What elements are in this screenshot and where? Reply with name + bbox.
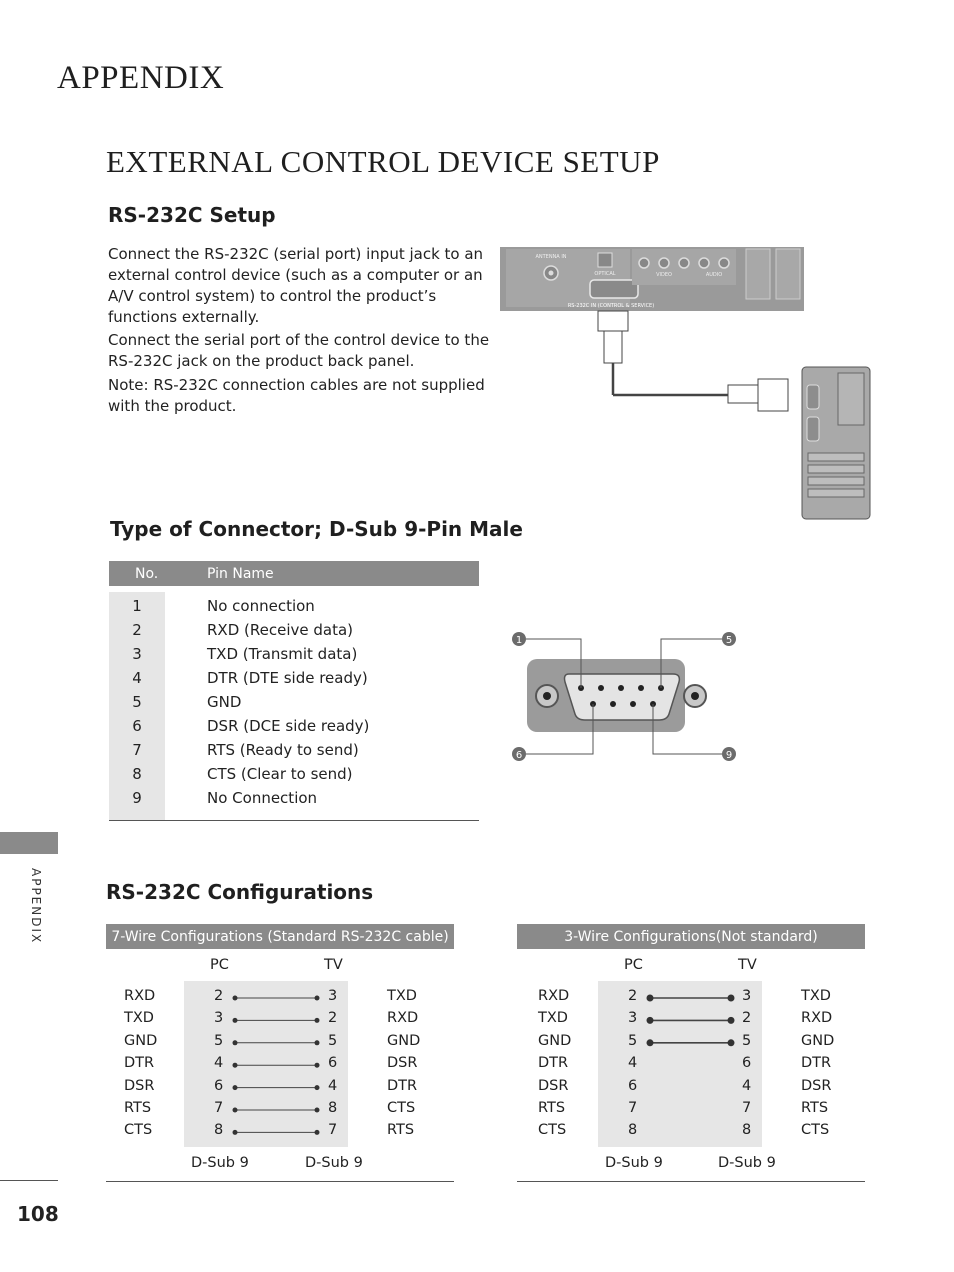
seven-wire-footer-right: D-Sub 9 — [305, 1155, 363, 1171]
seven-wire-tv-pin: 3 — [328, 988, 338, 1004]
seven-wire-pc-pin: 6 — [214, 1077, 224, 1094]
three-wire-pc-signal: DTR — [538, 1055, 569, 1072]
three-wire-pc-signal: RXD — [538, 988, 570, 1004]
column-header-pin-name: Pin Name — [207, 565, 274, 582]
seven-wire-pc-signal: RTS — [124, 1100, 152, 1116]
seven-wire-tv-signal: GND — [387, 1032, 421, 1049]
seven-wire-header: 7-Wire Configurations (Standard RS-232C cable) — [106, 924, 454, 949]
appendix-title: APPENDIX — [57, 60, 225, 96]
seven-wire-pc-pin: 5 — [214, 1032, 224, 1049]
three-wire-tv-signal: TXD — [801, 988, 831, 1004]
column-header-no: No. — [135, 565, 159, 582]
rs232-port-icon — [590, 280, 638, 298]
setup-paragraph-1: Connect the RS-232C (serial port) input jack to an external control device (such as a computer or an A/V control system) to control the product’s functions externally. — [108, 245, 484, 326]
seven-wire-pc-signal: GND — [124, 1032, 158, 1049]
seven-wire-tv-signal: DSR — [387, 1055, 418, 1072]
table-row: 8 CTS (Clear to send) — [132, 765, 353, 783]
table-row: 3 TXD (Transmit data) — [132, 645, 358, 663]
seven-wire-pc-label: PC — [210, 957, 229, 973]
seven-wire-pc-signal: TXD — [124, 1010, 154, 1027]
table-row: 4 DTR (DTE side ready) — [132, 669, 368, 687]
three-wire-tv-pin: 3 — [742, 988, 752, 1004]
three-wire-tv-pin: 4 — [742, 1077, 752, 1094]
three-wire-tv-signal: GND — [801, 1032, 835, 1049]
seven-wire-pc-signal: CTS — [124, 1122, 153, 1139]
optical-port-icon — [598, 253, 612, 267]
three-wire-pc-pin: 4 — [628, 1055, 638, 1072]
seven-wire-tv-pin: 5 — [328, 1032, 338, 1049]
pin-5-label: 5 — [725, 635, 733, 646]
pin-9-label: 9 — [725, 750, 733, 761]
seven-wire-tv-pin: 7 — [328, 1122, 338, 1139]
video-jack-icon — [639, 258, 649, 268]
table-row: 1 No connection — [132, 597, 315, 615]
seven-wire-pc-pin: 8 — [214, 1122, 224, 1139]
seven-wire-pc-signal: RXD — [124, 988, 156, 1004]
page-number: 108 — [17, 1202, 59, 1226]
setup-paragraph-3: Note: RS-232C connection cables are not supplied with the product. — [108, 376, 485, 415]
three-wire-tv-pin: 8 — [742, 1122, 752, 1139]
three-wire-pc-pin: 5 — [628, 1032, 638, 1049]
side-tab-label: APPENDIX — [29, 868, 43, 945]
connection-illustration — [498, 245, 878, 525]
three-wire-footer-right: D-Sub 9 — [718, 1155, 776, 1171]
seven-wire-tv-signal: TXD — [387, 988, 417, 1004]
seven-wire-pc-pin: 7 — [214, 1100, 224, 1116]
audio-jack-icon — [719, 258, 729, 268]
audio-jack-icon — [699, 258, 709, 268]
pin-table — [109, 561, 479, 821]
seven-wire-tv-pin: 6 — [328, 1055, 338, 1072]
three-wire-tv-signal: RXD — [801, 1010, 833, 1027]
three-wire-tv-pin: 6 — [742, 1055, 752, 1072]
seven-wire-pc-signal: DTR — [124, 1055, 155, 1072]
video-jack-icon — [659, 258, 669, 268]
pin-table-body — [109, 592, 479, 821]
three-wire-pc-signal: DSR — [538, 1077, 569, 1094]
table-row: 6 DSR (DCE side ready) — [132, 717, 370, 735]
three-wire-tv-pin: 7 — [742, 1100, 752, 1116]
seven-wire-pc-pin: 4 — [214, 1055, 224, 1072]
three-wire-pc-signal: TXD — [538, 1010, 568, 1027]
video-jack-icon — [679, 258, 689, 268]
pin-1-label: 1 — [515, 635, 523, 646]
three-wire-tv-pin: 2 — [742, 1010, 752, 1027]
configurations-heading: RS-232C Configurations — [106, 880, 374, 904]
side-tab — [0, 832, 58, 854]
three-wire-footer-left: D-Sub 9 — [605, 1155, 663, 1171]
seven-wire-tv-pin: 8 — [328, 1100, 338, 1116]
table-row: 7 RTS (Ready to send) — [132, 741, 359, 759]
video-label: VIDEO — [656, 272, 672, 278]
seven-wire-tv-label: TV — [324, 957, 343, 973]
seven-wire-tv-pin: 4 — [328, 1077, 338, 1094]
three-wire-pc-signal: CTS — [538, 1122, 567, 1139]
three-wire-tv-signal: DTR — [801, 1055, 832, 1072]
three-wire-tv-signal: CTS — [801, 1122, 830, 1139]
antenna-label: ANTENNA IN — [535, 254, 567, 260]
seven-wire-pc-pin: 3 — [214, 1010, 224, 1027]
three-wire-pc-label: PC — [624, 957, 643, 973]
seven-wire-tv-signal: RXD — [387, 1010, 419, 1027]
three-wire-pc-pin: 3 — [628, 1010, 638, 1027]
seven-wire-pc-pin: 2 — [214, 988, 224, 1004]
three-wire-tv-signal: DSR — [801, 1077, 832, 1094]
table-row: 9 No Connection — [132, 789, 318, 807]
table-row: 2 RXD (Receive data) — [132, 621, 354, 639]
section-title: EXTERNAL CONTROL DEVICE SETUP — [106, 144, 660, 179]
dsub9-diagram — [505, 628, 745, 768]
pin-6-label: 6 — [515, 750, 523, 761]
three-wire-pc-pin: 6 — [628, 1077, 638, 1094]
seven-wire-footer-left: D-Sub 9 — [191, 1155, 249, 1171]
seven-wire-tv-pin: 2 — [328, 1010, 338, 1027]
three-wire-tv-label: TV — [738, 957, 757, 973]
three-wire-pc-pin: 7 — [628, 1100, 638, 1116]
three-wire-pc-pin: 2 — [628, 988, 638, 1004]
three-wire-header: 3-Wire Configurations(Not standard) — [517, 924, 865, 949]
rs232-setup-heading: RS-232C Setup — [108, 203, 276, 227]
three-wire-pc-signal: GND — [538, 1032, 572, 1049]
cable-plug-tv — [598, 311, 628, 331]
seven-wire-tv-signal: DTR — [387, 1077, 418, 1094]
pin-table-header — [109, 561, 479, 586]
table-row: 5 GND — [132, 693, 242, 711]
dsub9-face — [565, 674, 680, 720]
three-wire-pc-signal: RTS — [538, 1100, 566, 1116]
audio-label: AUDIO — [705, 272, 723, 278]
three-wire-pc-pin: 8 — [628, 1122, 638, 1139]
setup-paragraph-2: Connect the serial port of the control device to the RS-232C jack on the product back panel. — [108, 331, 490, 370]
rs232-panel-label: RS-232C IN (CONTROL & SERVICE) — [567, 303, 655, 309]
optical-label: OPTICAL — [594, 271, 616, 277]
cable-plug-pc — [728, 385, 758, 403]
three-wire-tv-pin: 5 — [742, 1032, 752, 1049]
three-wire-tv-signal: RTS — [801, 1100, 829, 1116]
seven-wire-pc-signal: DSR — [124, 1077, 155, 1094]
connector-heading: Type of Connector; D-Sub 9-Pin Male — [110, 517, 523, 541]
seven-wire-tv-signal: CTS — [387, 1100, 416, 1116]
seven-wire-tv-signal: RTS — [387, 1122, 415, 1139]
